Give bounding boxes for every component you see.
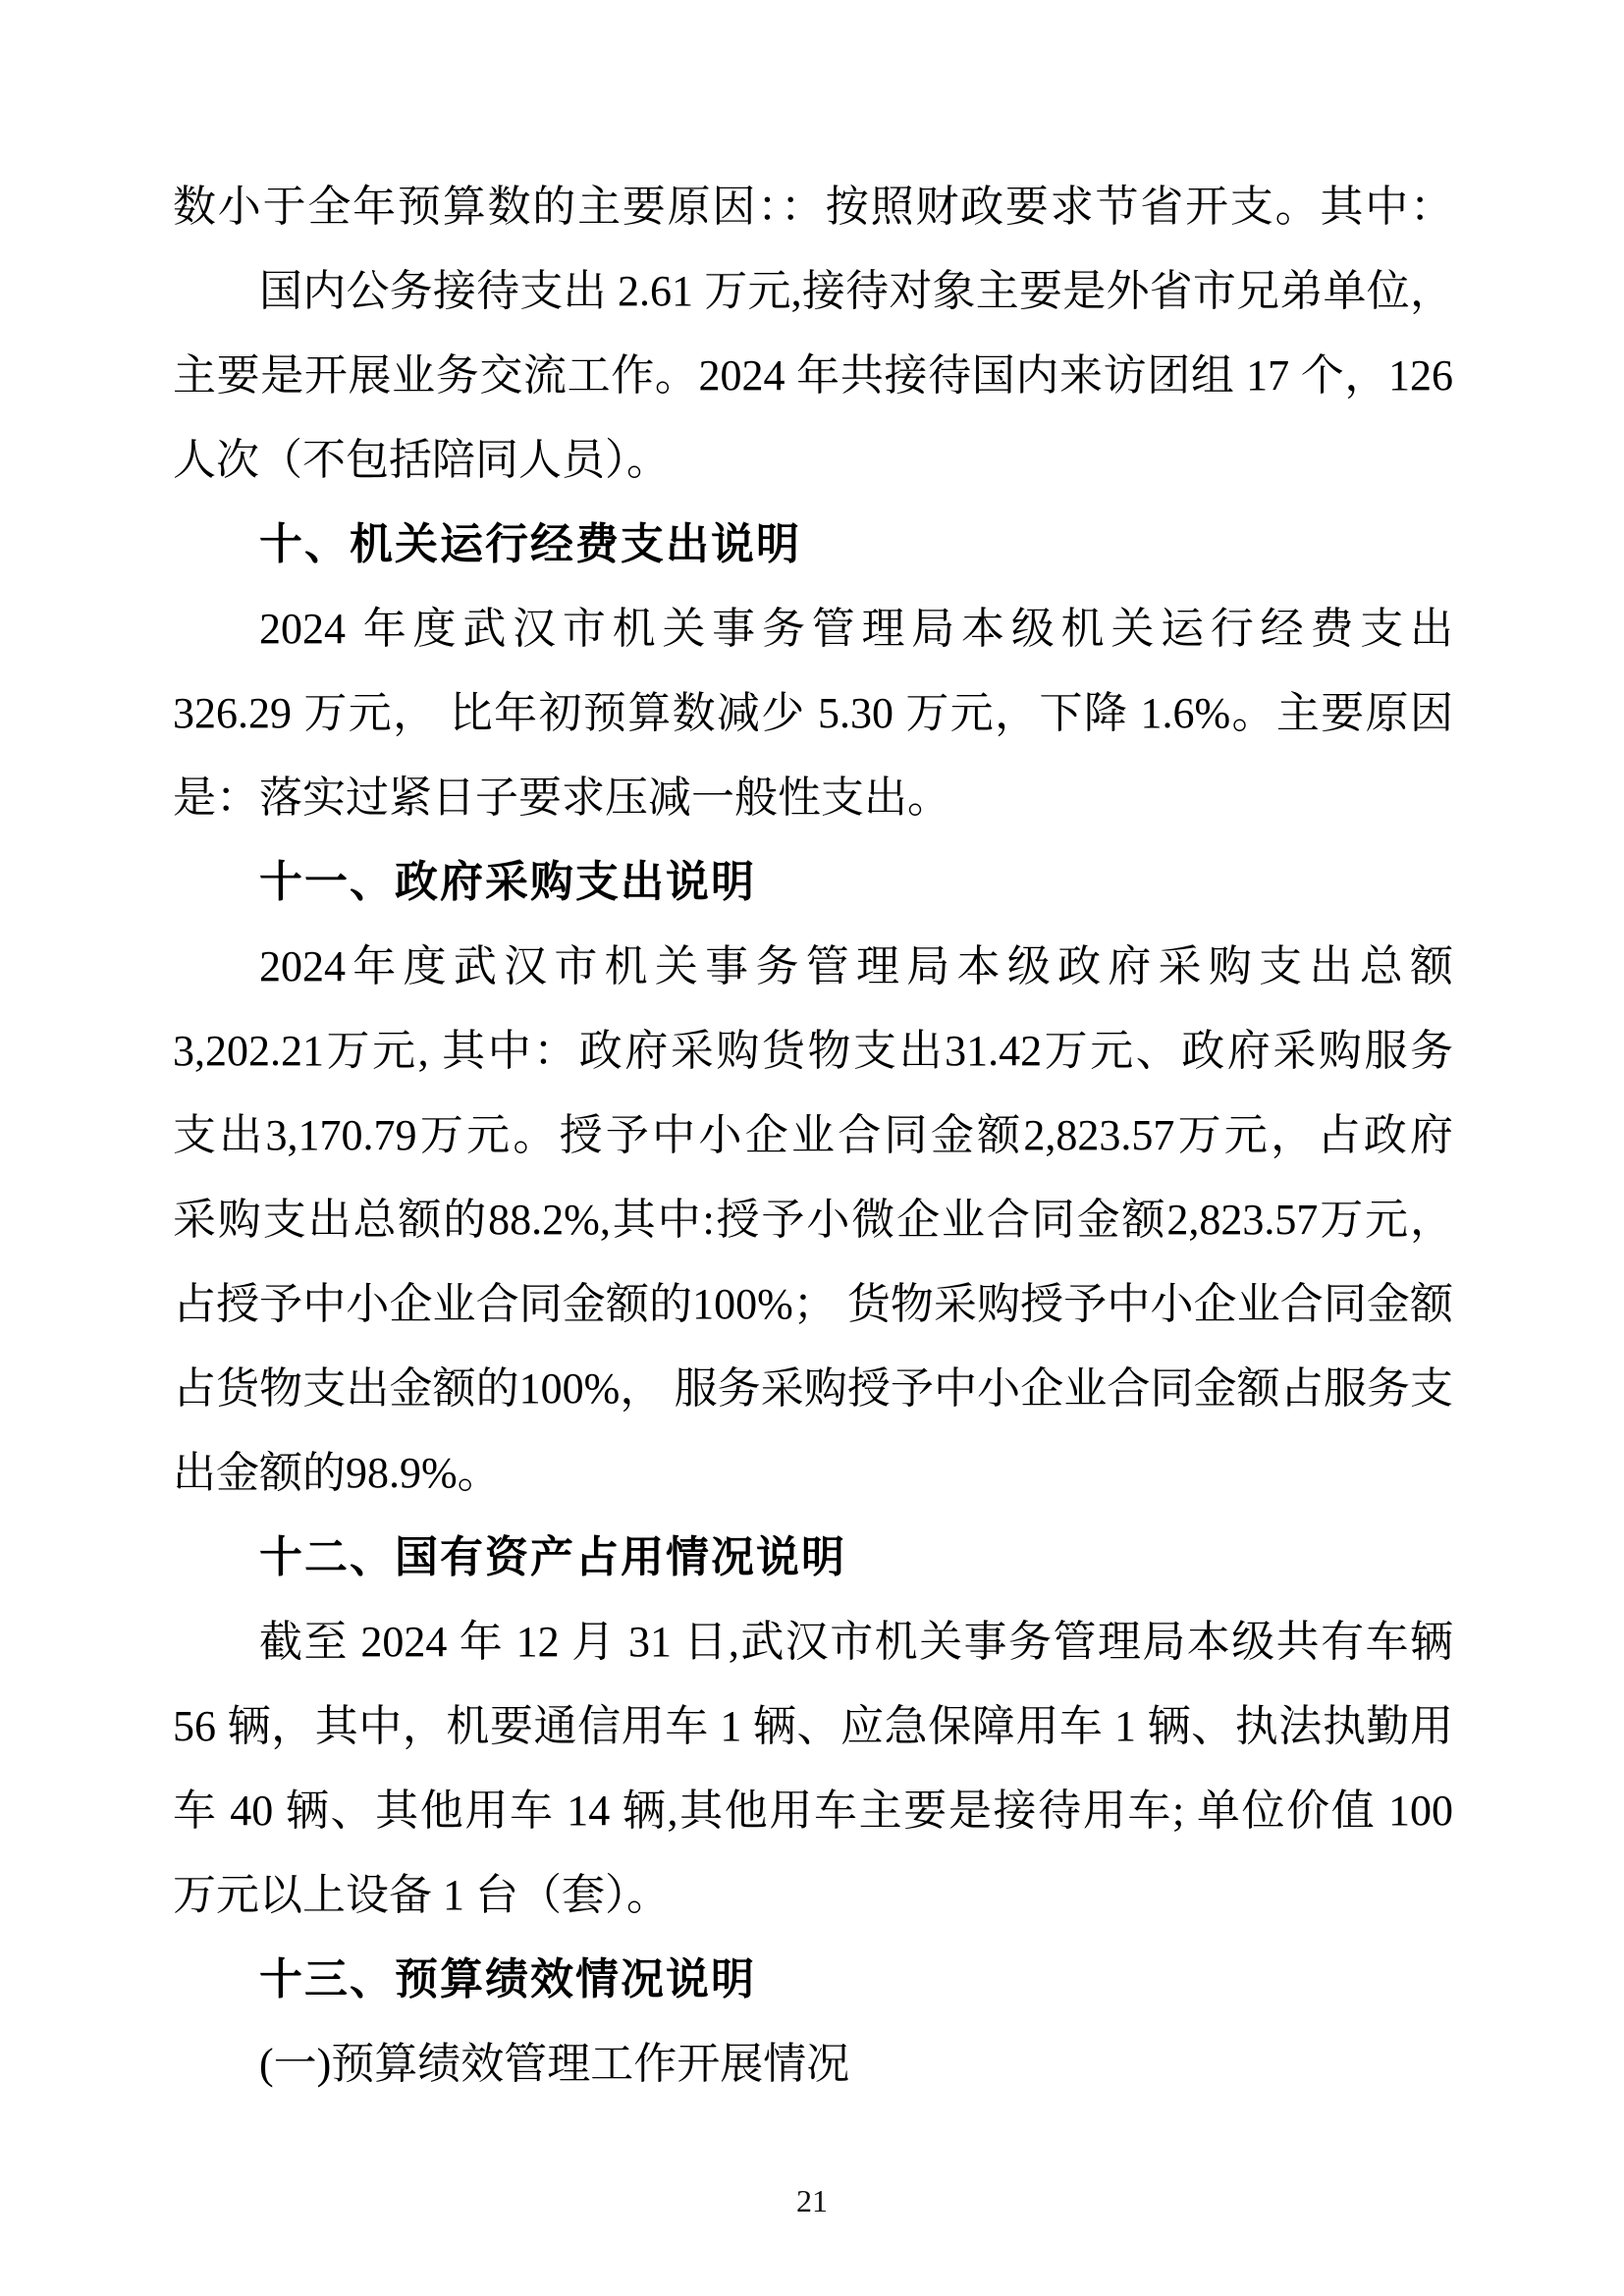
document-lines xyxy=(173,165,1453,2107)
text-line: 人次（不包括陪同人员）。 xyxy=(173,436,670,484)
text-line: 326.29 万元， 比年初预算数减少 5.30 万元，下降 1.6%。主要原因 xyxy=(173,689,1453,737)
text-line: (一)预算绩效管理工作开展情况 xyxy=(259,2040,850,2088)
text-line: 占授予中小企业合同金额的100%； 货物采购授予中小企业合同金额 xyxy=(173,1280,1453,1328)
text-line: 占货物支出金额的100%， 服务采购授予中小企业合同金额占服务支 xyxy=(173,1364,1453,1413)
text-line: 2024年度武汉市机关事务管理局本级政府采购支出总额 xyxy=(259,942,1453,990)
text-line: 2024 年度武汉市机关事务管理局本级机关运行经费支出 xyxy=(259,605,1453,653)
text-line: 截至 2024 年 12 月 31 日,武汉市机关事务管理局本级共有车辆 xyxy=(259,1618,1453,1666)
text-line: 3,202.21万元, 其中：政府采购货物支出31.42万元、政府采购服务 xyxy=(173,1027,1453,1075)
text-line: 车 40 辆、其他用车 14 辆,其他用车主要是接待用车; 单位价值 100 xyxy=(173,1787,1453,1835)
text-line: 采购支出总额的88.2%,其中:授予小微企业合同金额2,823.57万元， xyxy=(173,1196,1453,1244)
text-line: 数小于全年预算数的主要原因：：按照财政要求节省开支。其中： xyxy=(173,183,1453,231)
text-line: 万元以上设备 1 台（套）。 xyxy=(173,1871,670,1919)
text-line: 主要是开展业务交流工作。2024 年共接待国内来访团组 17 个，126 xyxy=(173,351,1453,400)
section-heading: 十一、政府采购支出说明 xyxy=(259,858,756,906)
section-heading: 十三、预算绩效情况说明 xyxy=(259,1955,756,2003)
text-line: 国内公务接待支出 2.61 万元,接待对象主要是外省市兄弟单位， xyxy=(259,267,1453,315)
text-line: 56 辆，其中，机要通信用车 1 辆、应急保障用车 1 辆、执法执勤用 xyxy=(173,1702,1453,1750)
section-heading: 十、机关运行经费支出说明 xyxy=(259,520,801,568)
text-line: 是：落实过紧日子要求压减一般性支出。 xyxy=(173,774,950,822)
page-number: 21 xyxy=(796,2183,828,2218)
text-line: 出金额的98.9%。 xyxy=(173,1449,501,1497)
text-line: 支出3,170.79万元。授予中小企业合同金额2,823.57万元，占政府 xyxy=(173,1111,1453,1159)
section-heading: 十二、国有资产占用情况说明 xyxy=(259,1533,846,1581)
